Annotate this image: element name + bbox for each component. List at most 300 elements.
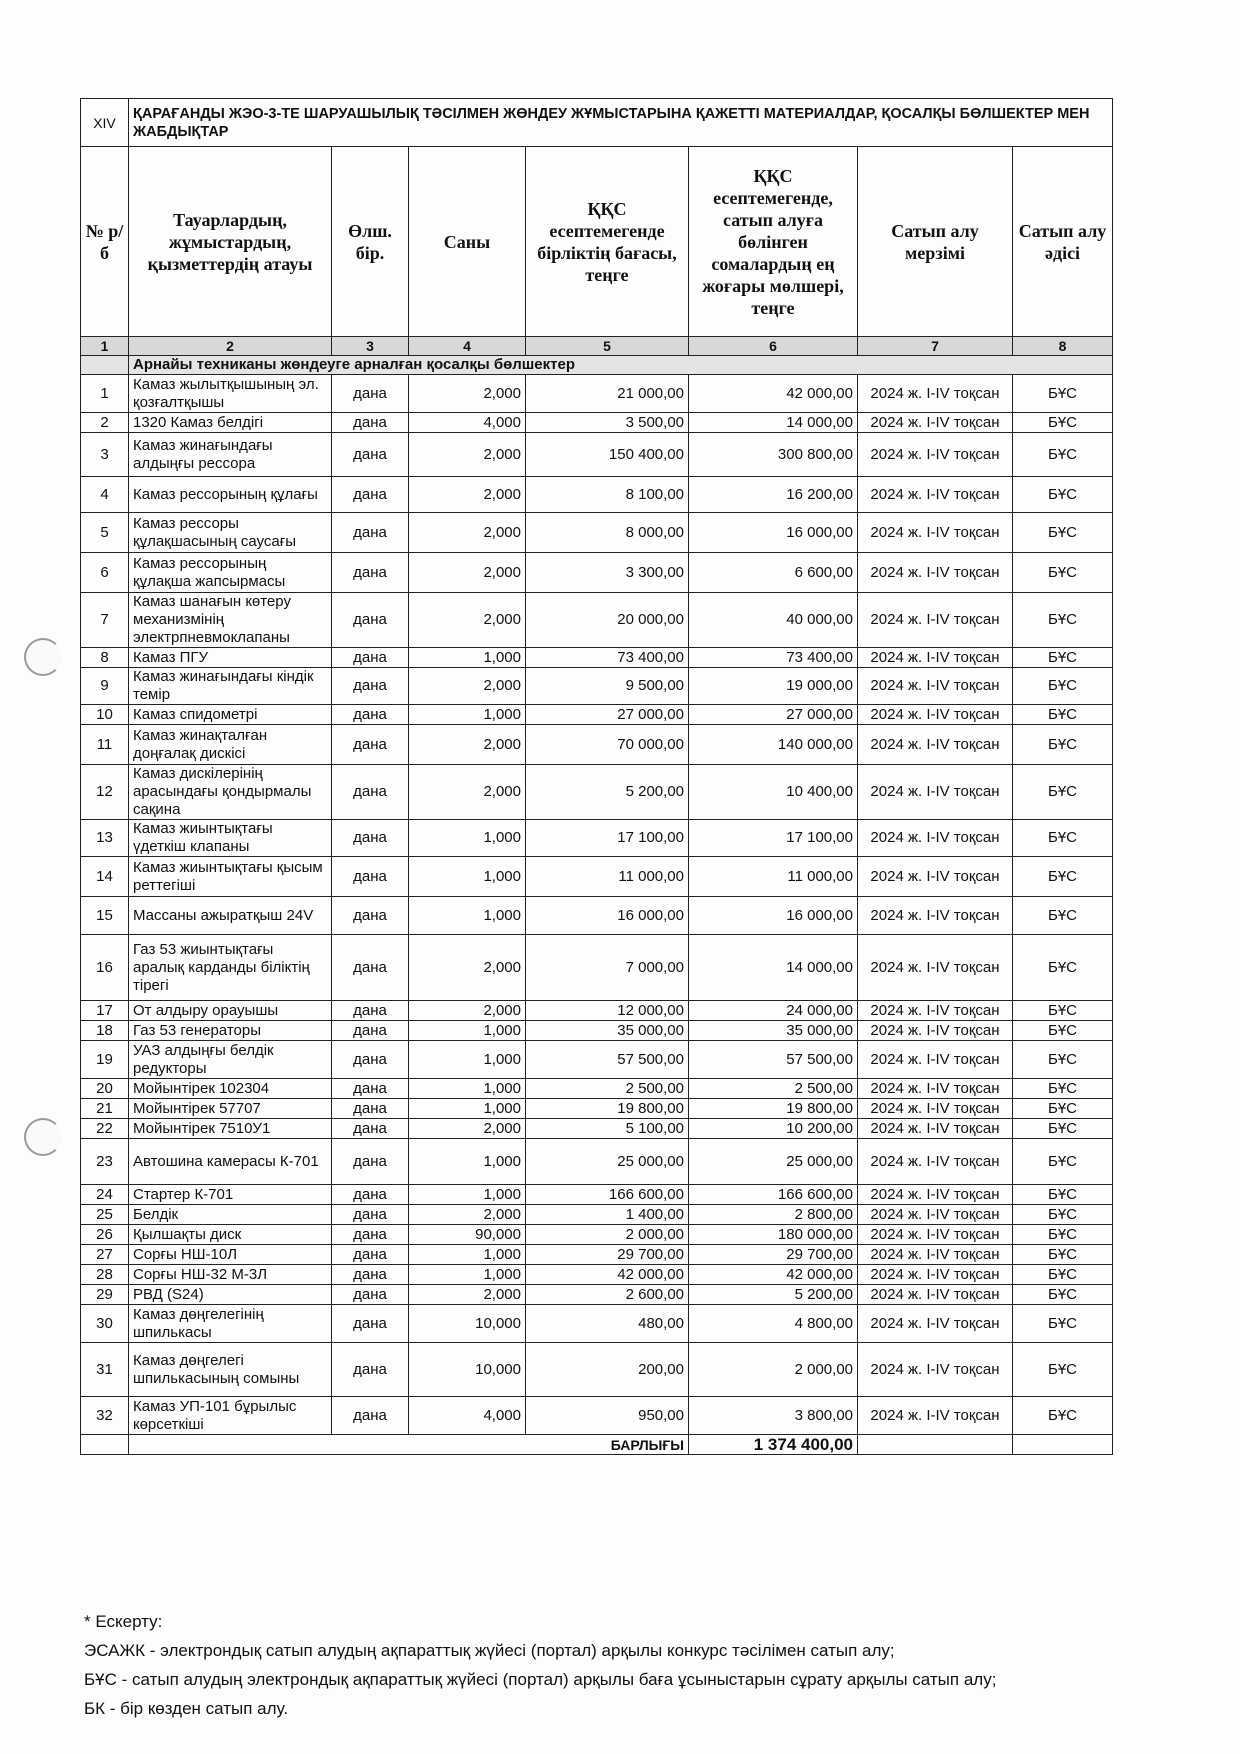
item-method: БҰС bbox=[1013, 857, 1113, 897]
item-quantity: 1,000 bbox=[409, 857, 526, 897]
item-unit-price: 12 000,00 bbox=[526, 1001, 689, 1021]
item-max-amount: 14 000,00 bbox=[689, 413, 858, 433]
item-quantity: 2,000 bbox=[409, 477, 526, 513]
item-period: 2024 ж. I-IV тоқсан bbox=[858, 413, 1013, 433]
item-unit: дана bbox=[332, 1139, 409, 1185]
item-number: 15 bbox=[81, 897, 129, 935]
item-quantity: 4,000 bbox=[409, 1397, 526, 1435]
item-method: БҰС bbox=[1013, 725, 1113, 765]
total-empty-cell bbox=[81, 1435, 129, 1455]
item-number: 27 bbox=[81, 1245, 129, 1265]
table-row bbox=[81, 1343, 1113, 1397]
column-number: 1 bbox=[81, 337, 129, 356]
item-method: БҰС bbox=[1013, 1305, 1113, 1343]
item-max-amount: 2 500,00 bbox=[689, 1079, 858, 1099]
table-row bbox=[81, 413, 1113, 433]
item-period: 2024 ж. I-IV тоқсан bbox=[858, 375, 1013, 413]
item-name: Мойынтірек 102304 bbox=[129, 1079, 332, 1099]
item-quantity: 1,000 bbox=[409, 820, 526, 857]
item-unit: дана bbox=[332, 413, 409, 433]
item-unit: дана bbox=[332, 553, 409, 593]
item-number: 23 bbox=[81, 1139, 129, 1185]
item-quantity: 1,000 bbox=[409, 648, 526, 668]
table-row bbox=[81, 648, 1113, 668]
item-unit: дана bbox=[332, 1245, 409, 1265]
item-quantity: 10,000 bbox=[409, 1305, 526, 1343]
item-name: Камаз УП-101 бұрылыс көрсеткіші bbox=[129, 1397, 332, 1435]
item-quantity: 2,000 bbox=[409, 1119, 526, 1139]
total-empty-cell bbox=[1013, 1435, 1113, 1455]
item-quantity: 1,000 bbox=[409, 1185, 526, 1205]
item-quantity: 2,000 bbox=[409, 1285, 526, 1305]
item-method: БҰС bbox=[1013, 765, 1113, 820]
item-unit-price: 25 000,00 bbox=[526, 1139, 689, 1185]
header-unit: Өлш. бір. bbox=[332, 147, 409, 337]
item-unit-price: 1 400,00 bbox=[526, 1205, 689, 1225]
item-number: 7 bbox=[81, 593, 129, 648]
column-header-row bbox=[81, 147, 1113, 337]
total-label: БАРЛЫҒЫ bbox=[129, 1435, 689, 1455]
item-quantity: 2,000 bbox=[409, 433, 526, 477]
item-quantity: 2,000 bbox=[409, 668, 526, 705]
table-row bbox=[81, 477, 1113, 513]
item-unit-price: 7 000,00 bbox=[526, 935, 689, 1001]
item-unit: дана bbox=[332, 820, 409, 857]
item-max-amount: 24 000,00 bbox=[689, 1001, 858, 1021]
item-quantity: 1,000 bbox=[409, 1041, 526, 1079]
item-period: 2024 ж. I-IV тоқсан bbox=[858, 1285, 1013, 1305]
table-row bbox=[81, 725, 1113, 765]
item-max-amount: 11 000,00 bbox=[689, 857, 858, 897]
item-quantity: 10,000 bbox=[409, 1343, 526, 1397]
item-method: БҰС bbox=[1013, 1205, 1113, 1225]
item-max-amount: 57 500,00 bbox=[689, 1041, 858, 1079]
item-name: РВД (S24) bbox=[129, 1285, 332, 1305]
punch-hole-icon bbox=[24, 638, 62, 676]
item-period: 2024 ж. I-IV тоқсан bbox=[858, 1001, 1013, 1021]
item-unit: дана bbox=[332, 1021, 409, 1041]
item-unit: дана bbox=[332, 1205, 409, 1225]
total-value: 1 374 400,00 bbox=[689, 1435, 858, 1455]
item-max-amount: 2 000,00 bbox=[689, 1343, 858, 1397]
item-unit-price: 17 100,00 bbox=[526, 820, 689, 857]
item-number: 2 bbox=[81, 413, 129, 433]
total-row bbox=[81, 1435, 1113, 1455]
item-number: 14 bbox=[81, 857, 129, 897]
item-number: 13 bbox=[81, 820, 129, 857]
item-name: Камаз дискілерінің арасындағы қондырмалы сақина bbox=[129, 765, 332, 820]
table-row bbox=[81, 765, 1113, 820]
item-name: Камаз жинағындағы алдыңғы рессора bbox=[129, 433, 332, 477]
item-period: 2024 ж. I-IV тоқсан bbox=[858, 1041, 1013, 1079]
section-header-row bbox=[81, 99, 1113, 147]
footnote-line: БҰС - сатып алудың электрондық ақпараттық жүйесі (портал) арқылы баға ұсыныстарын сұрату арқылы сатып алу; bbox=[84, 1670, 997, 1689]
table-row bbox=[81, 1119, 1113, 1139]
item-quantity: 2,000 bbox=[409, 765, 526, 820]
item-unit-price: 8 000,00 bbox=[526, 513, 689, 553]
item-period: 2024 ж. I-IV тоқсан bbox=[858, 857, 1013, 897]
item-unit-price: 150 400,00 bbox=[526, 433, 689, 477]
table-row bbox=[81, 1099, 1113, 1119]
item-max-amount: 42 000,00 bbox=[689, 1265, 858, 1285]
group-cell-empty bbox=[81, 356, 129, 375]
item-unit-price: 166 600,00 bbox=[526, 1185, 689, 1205]
column-number: 6 bbox=[689, 337, 858, 356]
item-max-amount: 17 100,00 bbox=[689, 820, 858, 857]
table-row bbox=[81, 1041, 1113, 1079]
item-unit: дана bbox=[332, 1001, 409, 1021]
item-number: 6 bbox=[81, 553, 129, 593]
item-name: Автошина камерасы К-701 bbox=[129, 1139, 332, 1185]
item-number: 31 bbox=[81, 1343, 129, 1397]
item-unit: дана bbox=[332, 705, 409, 725]
item-method: БҰС bbox=[1013, 1245, 1113, 1265]
item-unit-price: 3 300,00 bbox=[526, 553, 689, 593]
table-row bbox=[81, 1021, 1113, 1041]
item-max-amount: 42 000,00 bbox=[689, 375, 858, 413]
item-unit-price: 2 500,00 bbox=[526, 1079, 689, 1099]
item-unit-price: 27 000,00 bbox=[526, 705, 689, 725]
item-unit: дана bbox=[332, 1185, 409, 1205]
item-number: 1 bbox=[81, 375, 129, 413]
item-method: БҰС bbox=[1013, 1343, 1113, 1397]
item-period: 2024 ж. I-IV тоқсан bbox=[858, 1021, 1013, 1041]
column-number: 2 bbox=[129, 337, 332, 356]
item-period: 2024 ж. I-IV тоқсан bbox=[858, 1305, 1013, 1343]
table-row bbox=[81, 897, 1113, 935]
item-name: Камаз рессорының құлақша жапсырмасы bbox=[129, 553, 332, 593]
item-unit-price: 2 600,00 bbox=[526, 1285, 689, 1305]
item-unit-price: 2 000,00 bbox=[526, 1225, 689, 1245]
item-max-amount: 16 200,00 bbox=[689, 477, 858, 513]
item-method: БҰС bbox=[1013, 413, 1113, 433]
item-number: 26 bbox=[81, 1225, 129, 1245]
group-row bbox=[81, 356, 1113, 375]
item-quantity: 4,000 bbox=[409, 413, 526, 433]
table-row bbox=[81, 820, 1113, 857]
header-quantity: Саны bbox=[409, 147, 526, 337]
item-max-amount: 140 000,00 bbox=[689, 725, 858, 765]
item-method: БҰС bbox=[1013, 1079, 1113, 1099]
table-row bbox=[81, 1185, 1113, 1205]
item-quantity: 2,000 bbox=[409, 935, 526, 1001]
item-unit: дана bbox=[332, 513, 409, 553]
item-method: БҰС bbox=[1013, 513, 1113, 553]
item-number: 21 bbox=[81, 1099, 129, 1119]
item-method: БҰС bbox=[1013, 648, 1113, 668]
item-unit: дана bbox=[332, 593, 409, 648]
item-max-amount: 4 800,00 bbox=[689, 1305, 858, 1343]
item-method: БҰС bbox=[1013, 1285, 1113, 1305]
table-row bbox=[81, 433, 1113, 477]
item-number: 20 bbox=[81, 1079, 129, 1099]
item-period: 2024 ж. I-IV тоқсан bbox=[858, 897, 1013, 935]
item-unit-price: 70 000,00 bbox=[526, 725, 689, 765]
item-unit: дана bbox=[332, 1119, 409, 1139]
item-max-amount: 14 000,00 bbox=[689, 935, 858, 1001]
item-method: БҰС bbox=[1013, 1225, 1113, 1245]
item-method: БҰС bbox=[1013, 375, 1113, 413]
item-number: 29 bbox=[81, 1285, 129, 1305]
punch-hole-icon bbox=[24, 1118, 62, 1156]
table-row bbox=[81, 1225, 1113, 1245]
item-max-amount: 300 800,00 bbox=[689, 433, 858, 477]
header-method: Сатып алу әдісі bbox=[1013, 147, 1113, 337]
item-unit-price: 9 500,00 bbox=[526, 668, 689, 705]
item-name: Сорғы НШ-10Л bbox=[129, 1245, 332, 1265]
item-quantity: 1,000 bbox=[409, 897, 526, 935]
column-number: 7 bbox=[858, 337, 1013, 356]
table-row bbox=[81, 705, 1113, 725]
item-number: 18 bbox=[81, 1021, 129, 1041]
item-period: 2024 ж. I-IV тоқсан bbox=[858, 1397, 1013, 1435]
item-number: 19 bbox=[81, 1041, 129, 1079]
table-row bbox=[81, 668, 1113, 705]
item-period: 2024 ж. I-IV тоқсан bbox=[858, 1139, 1013, 1185]
item-period: 2024 ж. I-IV тоқсан bbox=[858, 553, 1013, 593]
item-unit-price: 73 400,00 bbox=[526, 648, 689, 668]
item-name: Камаз жиынтықтағы үдеткіш клапаны bbox=[129, 820, 332, 857]
table-row bbox=[81, 1205, 1113, 1225]
item-method: БҰС bbox=[1013, 935, 1113, 1001]
item-number: 25 bbox=[81, 1205, 129, 1225]
item-method: БҰС bbox=[1013, 1041, 1113, 1079]
item-number: 12 bbox=[81, 765, 129, 820]
item-unit: дана bbox=[332, 668, 409, 705]
table-row bbox=[81, 1001, 1113, 1021]
footnote-title: * Ескерту: bbox=[84, 1612, 163, 1631]
item-period: 2024 ж. I-IV тоқсан bbox=[858, 1119, 1013, 1139]
item-unit: дана bbox=[332, 1397, 409, 1435]
item-max-amount: 73 400,00 bbox=[689, 648, 858, 668]
item-name: Газ 53 генераторы bbox=[129, 1021, 332, 1041]
item-method: БҰС bbox=[1013, 1139, 1113, 1185]
item-number: 11 bbox=[81, 725, 129, 765]
item-max-amount: 19 000,00 bbox=[689, 668, 858, 705]
item-max-amount: 35 000,00 bbox=[689, 1021, 858, 1041]
item-name: Камаз жинақталған доңғалақ дискісі bbox=[129, 725, 332, 765]
item-method: БҰС bbox=[1013, 1099, 1113, 1119]
item-unit-price: 21 000,00 bbox=[526, 375, 689, 413]
item-number: 30 bbox=[81, 1305, 129, 1343]
item-unit: дана bbox=[332, 725, 409, 765]
item-quantity: 2,000 bbox=[409, 513, 526, 553]
item-number: 9 bbox=[81, 668, 129, 705]
table-row bbox=[81, 553, 1113, 593]
item-unit: дана bbox=[332, 375, 409, 413]
item-unit-price: 20 000,00 bbox=[526, 593, 689, 648]
item-period: 2024 ж. I-IV тоқсан bbox=[858, 648, 1013, 668]
section-number: XIV bbox=[81, 99, 129, 147]
section-title: ҚАРАҒАНДЫ ЖЭО-3-ТЕ ШАРУАШЫЛЫҚ ТӘСІЛМЕН ЖӨНДЕУ ЖҰМЫСТАРЫНА ҚАЖЕТТІ МАТЕРИАЛДАР, ҚОСАЛҚЫ БӨЛШЕКТЕР МЕН ЖАБДЫҚТАР bbox=[129, 99, 1113, 147]
item-number: 24 bbox=[81, 1185, 129, 1205]
column-number: 4 bbox=[409, 337, 526, 356]
item-max-amount: 5 200,00 bbox=[689, 1285, 858, 1305]
procurement-table bbox=[80, 98, 1113, 1455]
item-period: 2024 ж. I-IV тоқсан bbox=[858, 705, 1013, 725]
item-unit: дана bbox=[332, 1079, 409, 1099]
item-period: 2024 ж. I-IV тоқсан bbox=[858, 668, 1013, 705]
item-name: Белдік bbox=[129, 1205, 332, 1225]
item-name: Мойынтірек 57707 bbox=[129, 1099, 332, 1119]
item-period: 2024 ж. I-IV тоқсан bbox=[858, 820, 1013, 857]
item-unit-price: 29 700,00 bbox=[526, 1245, 689, 1265]
item-name: Камаз спидометрі bbox=[129, 705, 332, 725]
item-quantity: 1,000 bbox=[409, 1245, 526, 1265]
item-unit-price: 200,00 bbox=[526, 1343, 689, 1397]
item-name: Массаны ажыратқыш 24V bbox=[129, 897, 332, 935]
column-number: 3 bbox=[332, 337, 409, 356]
item-period: 2024 ж. I-IV тоқсан bbox=[858, 765, 1013, 820]
item-name: Стартер К-701 bbox=[129, 1185, 332, 1205]
table-row bbox=[81, 1265, 1113, 1285]
column-number: 8 bbox=[1013, 337, 1113, 356]
item-max-amount: 16 000,00 bbox=[689, 897, 858, 935]
item-unit: дана bbox=[332, 433, 409, 477]
item-unit: дана bbox=[332, 935, 409, 1001]
item-name: Сорғы НШ-32 М-3Л bbox=[129, 1265, 332, 1285]
item-unit-price: 480,00 bbox=[526, 1305, 689, 1343]
footnote-line: БК - бір көзден сатып алу. bbox=[84, 1699, 289, 1718]
item-unit-price: 8 100,00 bbox=[526, 477, 689, 513]
item-unit-price: 3 500,00 bbox=[526, 413, 689, 433]
item-method: БҰС bbox=[1013, 1265, 1113, 1285]
item-name: Камаз дөңгелегі шпилькасының сомыны bbox=[129, 1343, 332, 1397]
item-max-amount: 10 400,00 bbox=[689, 765, 858, 820]
item-period: 2024 ж. I-IV тоқсан bbox=[858, 1099, 1013, 1119]
group-title: Арнайы техниканы жөндеуге арналған қосалқы бөлшектер bbox=[129, 356, 1113, 375]
item-period: 2024 ж. I-IV тоқсан bbox=[858, 1225, 1013, 1245]
item-name: УАЗ алдыңғы белдік редукторы bbox=[129, 1041, 332, 1079]
item-unit-price: 950,00 bbox=[526, 1397, 689, 1435]
item-period: 2024 ж. I-IV тоқсан bbox=[858, 1245, 1013, 1265]
item-max-amount: 2 800,00 bbox=[689, 1205, 858, 1225]
item-quantity: 1,000 bbox=[409, 1099, 526, 1119]
item-period: 2024 ж. I-IV тоқсан bbox=[858, 1205, 1013, 1225]
item-max-amount: 27 000,00 bbox=[689, 705, 858, 725]
item-number: 4 bbox=[81, 477, 129, 513]
item-unit-price: 42 000,00 bbox=[526, 1265, 689, 1285]
item-unit: дана bbox=[332, 857, 409, 897]
header-period: Сатып алу мерзімі bbox=[858, 147, 1013, 337]
item-method: БҰС bbox=[1013, 1021, 1113, 1041]
item-unit: дана bbox=[332, 1285, 409, 1305]
item-number: 22 bbox=[81, 1119, 129, 1139]
item-method: БҰС bbox=[1013, 897, 1113, 935]
item-number: 28 bbox=[81, 1265, 129, 1285]
item-period: 2024 ж. I-IV тоқсан bbox=[858, 1079, 1013, 1099]
item-name: Газ 53 жиынтықтағы аралық карданды біліктің тірегі bbox=[129, 935, 332, 1001]
item-method: БҰС bbox=[1013, 1185, 1113, 1205]
item-max-amount: 180 000,00 bbox=[689, 1225, 858, 1245]
item-number: 8 bbox=[81, 648, 129, 668]
procurement-table-wrapper bbox=[80, 98, 1112, 1455]
item-method: БҰС bbox=[1013, 668, 1113, 705]
item-method: БҰС bbox=[1013, 553, 1113, 593]
item-number: 5 bbox=[81, 513, 129, 553]
item-name: Камаз ПГУ bbox=[129, 648, 332, 668]
item-unit-price: 11 000,00 bbox=[526, 857, 689, 897]
item-quantity: 1,000 bbox=[409, 1139, 526, 1185]
table-row bbox=[81, 935, 1113, 1001]
item-period: 2024 ж. I-IV тоқсан bbox=[858, 725, 1013, 765]
table-row bbox=[81, 1397, 1113, 1435]
item-method: БҰС bbox=[1013, 1397, 1113, 1435]
item-unit: дана bbox=[332, 1343, 409, 1397]
table-row bbox=[81, 1079, 1113, 1099]
item-method: БҰС bbox=[1013, 820, 1113, 857]
item-name: Камаз жиынтықтағы қысым реттегіші bbox=[129, 857, 332, 897]
item-quantity: 2,000 bbox=[409, 1001, 526, 1021]
item-period: 2024 ж. I-IV тоқсан bbox=[858, 1185, 1013, 1205]
item-period: 2024 ж. I-IV тоқсан bbox=[858, 513, 1013, 553]
item-unit: дана bbox=[332, 1099, 409, 1119]
header-max-amount: ҚҚС есептемегенде, сатып алуға бөлінген сомалардың ең жоғары мөлшері, теңге bbox=[689, 147, 858, 337]
item-name: Камаз жылытқышының эл. қозғалтқышы bbox=[129, 375, 332, 413]
item-max-amount: 29 700,00 bbox=[689, 1245, 858, 1265]
item-period: 2024 ж. I-IV тоқсан bbox=[858, 935, 1013, 1001]
table-row bbox=[81, 857, 1113, 897]
column-number: 5 bbox=[526, 337, 689, 356]
item-unit: дана bbox=[332, 648, 409, 668]
item-period: 2024 ж. I-IV тоқсан bbox=[858, 1343, 1013, 1397]
table-row bbox=[81, 375, 1113, 413]
item-method: БҰС bbox=[1013, 1001, 1113, 1021]
item-method: БҰС bbox=[1013, 593, 1113, 648]
item-max-amount: 6 600,00 bbox=[689, 553, 858, 593]
item-quantity: 2,000 bbox=[409, 593, 526, 648]
item-unit: дана bbox=[332, 1265, 409, 1285]
item-method: БҰС bbox=[1013, 433, 1113, 477]
item-name: Мойынтірек 7510У1 bbox=[129, 1119, 332, 1139]
header-unit-price: ҚҚС есептемегенде бірліктің бағасы, теңге bbox=[526, 147, 689, 337]
table-row bbox=[81, 513, 1113, 553]
item-number: 3 bbox=[81, 433, 129, 477]
item-unit: дана bbox=[332, 897, 409, 935]
item-number: 10 bbox=[81, 705, 129, 725]
table-row bbox=[81, 593, 1113, 648]
item-quantity: 2,000 bbox=[409, 375, 526, 413]
table-row bbox=[81, 1245, 1113, 1265]
item-name: Камаз рессоры құлақшасының саусағы bbox=[129, 513, 332, 553]
item-max-amount: 19 800,00 bbox=[689, 1099, 858, 1119]
item-name: Камаз дөңгелегінің шпилькасы bbox=[129, 1305, 332, 1343]
item-max-amount: 3 800,00 bbox=[689, 1397, 858, 1435]
item-unit-price: 19 800,00 bbox=[526, 1099, 689, 1119]
item-unit-price: 5 100,00 bbox=[526, 1119, 689, 1139]
item-method: БҰС bbox=[1013, 477, 1113, 513]
item-period: 2024 ж. I-IV тоқсан bbox=[858, 593, 1013, 648]
item-unit-price: 35 000,00 bbox=[526, 1021, 689, 1041]
table-row bbox=[81, 1285, 1113, 1305]
item-quantity: 1,000 bbox=[409, 1079, 526, 1099]
item-max-amount: 25 000,00 bbox=[689, 1139, 858, 1185]
item-name: Камаз жинағындағы кіндік темір bbox=[129, 668, 332, 705]
item-unit-price: 57 500,00 bbox=[526, 1041, 689, 1079]
item-unit: дана bbox=[332, 1225, 409, 1245]
header-name: Тауарлардың, жұмыстардың, қызметтердің атауы bbox=[129, 147, 332, 337]
item-name: Камаз рессорының құлағы bbox=[129, 477, 332, 513]
item-quantity: 1,000 bbox=[409, 1021, 526, 1041]
item-unit: дана bbox=[332, 1305, 409, 1343]
footnotes bbox=[84, 1607, 1204, 1723]
item-max-amount: 10 200,00 bbox=[689, 1119, 858, 1139]
total-empty-cell bbox=[858, 1435, 1013, 1455]
table-row bbox=[81, 1139, 1113, 1185]
item-unit: дана bbox=[332, 1041, 409, 1079]
item-quantity: 2,000 bbox=[409, 553, 526, 593]
table-row bbox=[81, 1305, 1113, 1343]
